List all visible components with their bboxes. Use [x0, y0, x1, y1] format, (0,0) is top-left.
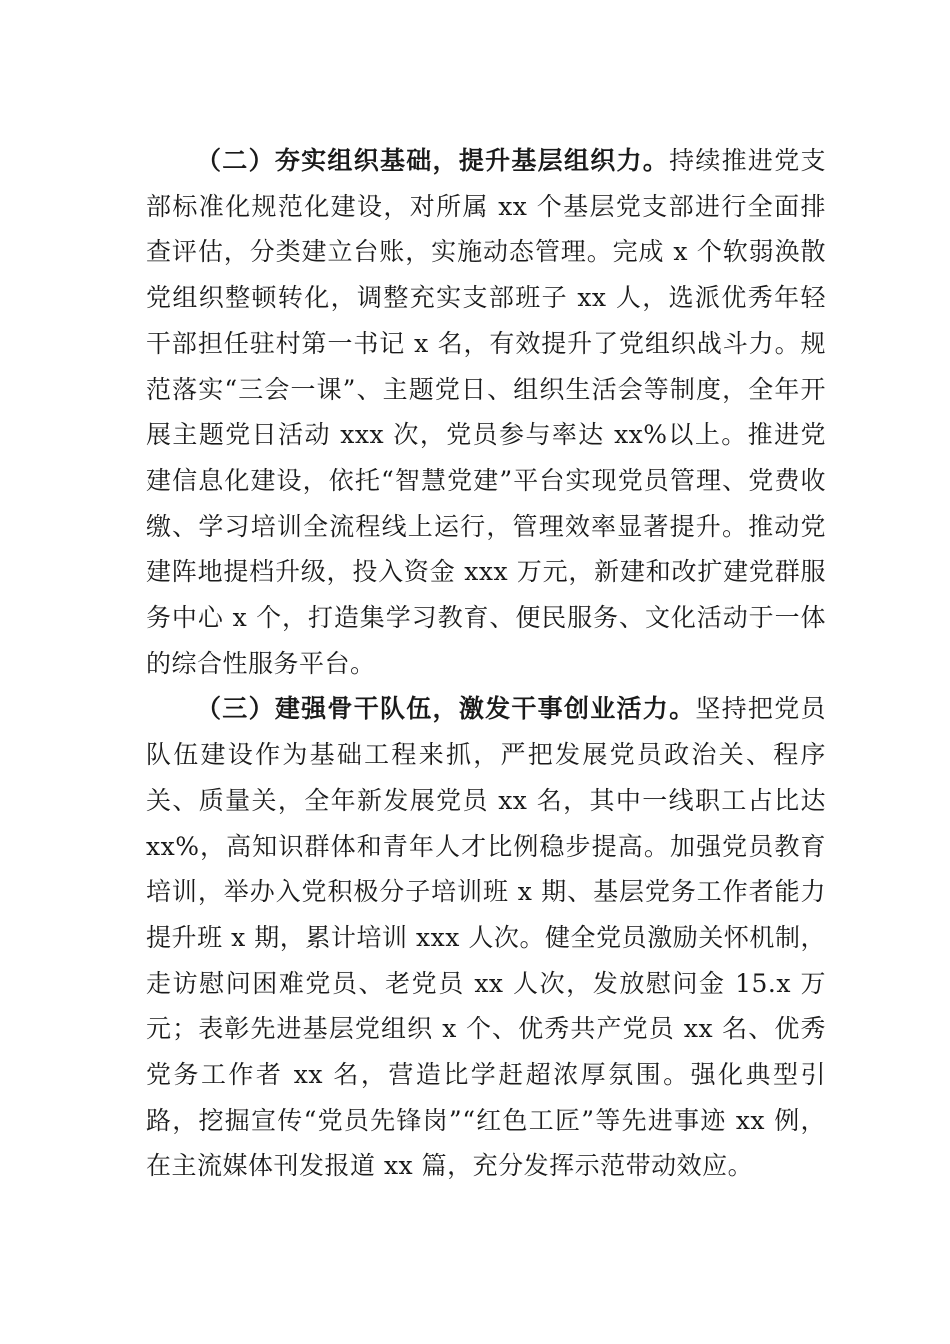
paragraph-heading: （三）建强骨干队伍，激发干事创业活力。	[196, 694, 696, 724]
paragraph-heading: （二）夯实组织基础，提升基层组织力。	[196, 146, 670, 175]
paragraph-section-3	[146, 686, 826, 1189]
paragraph-text: 持续推进党支部标准化规范化建设，对所属 xx 个基层党支部进行全面排查评估，分类建立台账，实施动态管理。完成 x 个软弱涣散党组织整顿转化，调整充实支部班子 xx 人，选派优秀年轻干部担任驻村第一书记 x 名，有效提升了党组织战斗力。规范落实“三会一课”、主题党日、组织生活会等制度，全年开展主题党日活动 xxx 次，党员参与率达 xx%以上。推进党建信息化建设，依托“智慧党建”平台实现党员管理、党费收缴、学习培训全流程线上运行，管理效率显著提升。推动党建阵地提档升级，投入资金 xxx 万元，新建和改扩建党群服务中心 x 个，打造集学习教育、便民服务、文化活动于一体的综合性服务平台。	[146, 146, 826, 678]
document-body	[146, 138, 826, 1189]
paragraph-section-2	[146, 138, 826, 686]
paragraph-text: 坚持把党员队伍建设作为基础工程来抓，严把发展党员政治关、程序关、质量关，全年新发展党员 xx 名，其中一线职工占比达 xx%，高知识群体和青年人才比例稳步提高。加强党员教育培训，举办入党积极分子培训班 x 期、基层党务工作者能力提升班 x 期，累计培训 xxx 人次。健全党员激励关怀机制，走访慰问困难党员、老党员 xx 人次，发放慰问金 15.x 万元；表彰先进基层党组织 x 个、优秀共产党员 xx 名、优秀党务工作者 xx 名，营造比学赶超浓厚氛围。强化典型引路，挖掘宣传“党员先锋岗”“红色工匠”等先进事迹 xx 例，在主流媒体刊发报道 xx 篇，充分发挥示范带动效应。	[146, 694, 826, 1181]
